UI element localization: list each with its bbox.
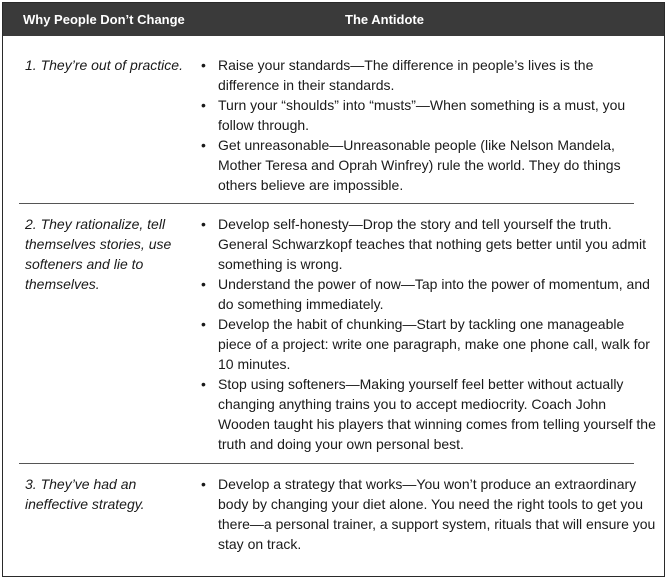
header-why-people-dont-change: Why People Don’t Change (23, 12, 185, 27)
antidote-item: • Get unreasonable—Unreasonable people (like Nelson Mandela, Mother Teresa and Oprah Winfrey) rule the world. They do things others believe are impossible. (201, 137, 621, 193)
antidote-item: • Turn your “shoulds” into “musts”—When something is a must, you follow through. (201, 97, 626, 133)
bullet-icon: • (201, 216, 206, 232)
antidote-item: • Stop using softeners—Making yourself feel better without actually changing anything trains you to accept mediocrity. Coach John Wooden taught his players that winning comes from telling yourself the truth and doing your own personal best. (201, 376, 656, 452)
bullet-icon: • (201, 97, 206, 113)
antidote-table (2, 2, 665, 577)
bullet-icon: • (201, 57, 206, 73)
antidote-item: • Develop the habit of chunking—Start by tackling one manageable piece of a project: write one paragraph, make one phone call, walk for 10 minutes. (201, 316, 650, 372)
antidote-item: • Develop self-honesty—Drop the story and tell yourself the truth. General Schwarzkopf teaches that nothing gets better until you admit something is wrong. (201, 216, 647, 272)
bullet-icon: • (201, 276, 206, 292)
row-divider (19, 203, 634, 204)
reason-cell: 3. They’ve had an ineffective strategy. (25, 476, 145, 512)
bullet-icon: • (201, 316, 206, 332)
reason-cell: 2. They rationalize, tell themselves stories, use softeners and lie to themselves. (25, 216, 172, 292)
header-the-antidote: The Antidote (345, 12, 424, 27)
antidote-item: • Raise your standards—The difference in people’s lives is the difference in their standards. (201, 57, 594, 93)
bullet-icon: • (201, 137, 206, 153)
antidote-list (201, 474, 656, 554)
antidote-item: • Develop a strategy that works—You won’t produce an extraordinary body by changing your diet alone. You need the right tools to get you there—a personal trainer, a support system, rituals that will ensure you stay on track. (201, 476, 656, 552)
bullet-icon: • (201, 476, 206, 492)
reason-cell: 1. They’re out of practice. (25, 57, 183, 73)
antidote-item: • Understand the power of now—Tap into the power of momentum, and do something immediately. (201, 276, 650, 312)
bullet-icon: • (201, 376, 206, 392)
table-header (3, 3, 664, 36)
antidote-list (201, 55, 656, 195)
row-divider (19, 463, 634, 464)
antidote-list (201, 214, 656, 454)
